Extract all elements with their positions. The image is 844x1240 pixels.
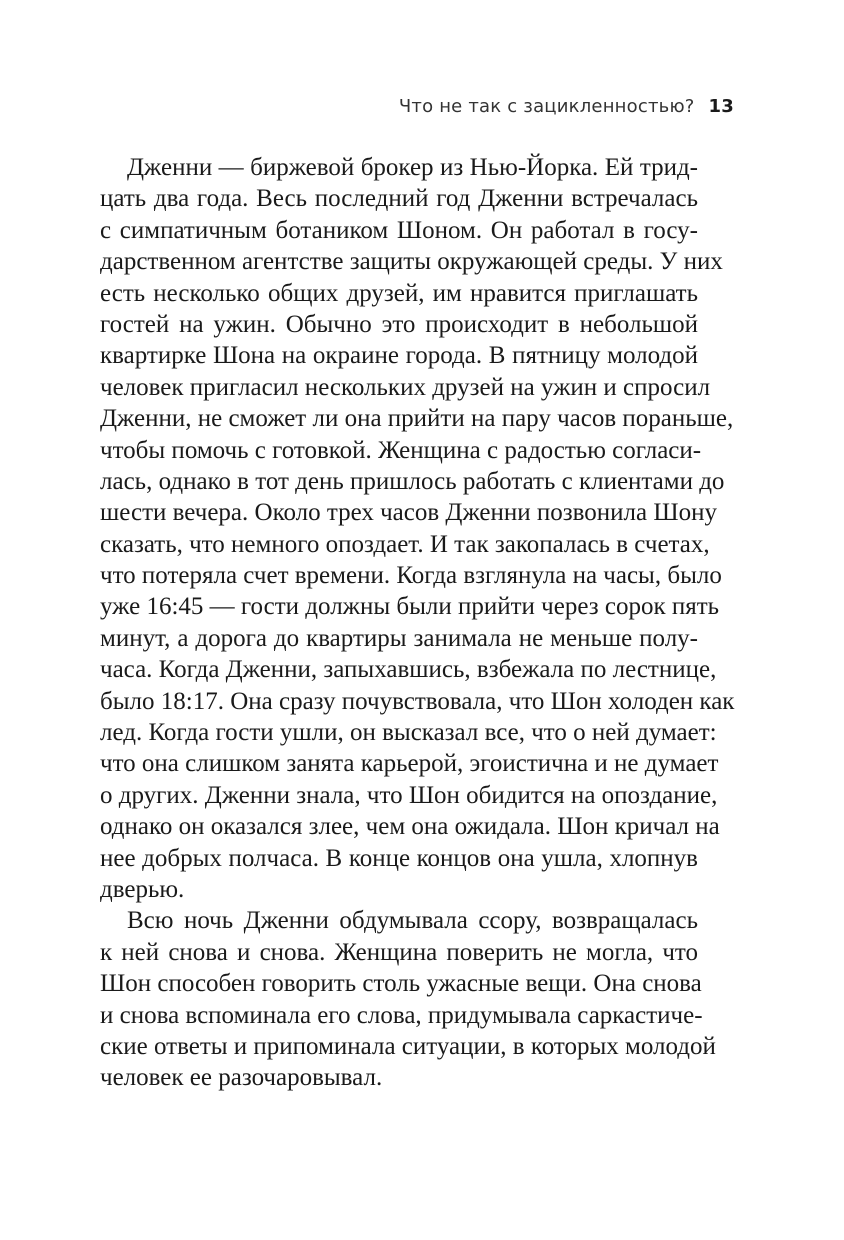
- text-line: Дженни — биржевой брокер из Нью-Йорка. Ей трид-: [127, 154, 698, 181]
- text-line: квартирке Шона на окраине города. В пятницу молодой: [100, 342, 698, 370]
- text-line: с симпатичным ботаником Шоном. Он работал в госу-: [100, 216, 698, 244]
- text-line: ские ответы и припоминала ситуации, в которых молодой: [100, 1032, 716, 1060]
- paragraph-1: [100, 152, 735, 905]
- text-line: минут, а дорога до квартиры занимала не меньше полу-: [100, 624, 698, 652]
- text-line: было 18:17. Она сразу почувствовала, что Шон холоден как: [100, 687, 735, 715]
- text-line: лась, однако в тот день пришлось работать с клиентами до: [100, 467, 725, 495]
- running-header: [399, 96, 734, 117]
- text-line: что потеряла счет времени. Когда взглянула на часы, было: [100, 562, 722, 590]
- text-line: сказать, что немного опоздает. И так закопалась в счетах,: [100, 530, 710, 558]
- body-text: [100, 152, 735, 1094]
- text-line: дарственном агентстве защиты окружающей среды. У них: [100, 248, 723, 276]
- page-number: 13: [708, 96, 734, 117]
- text-line: и снова вспоминала его слова, придумывала саркастиче-: [100, 1001, 703, 1029]
- text-line: однако он оказался злее, чем она ожидала. Шон кричал на: [100, 813, 720, 841]
- text-line: дверью.: [100, 875, 185, 903]
- text-line: человек пригласил нескольких друзей на ужин и спросил: [100, 373, 711, 401]
- text-line: гостей на ужин. Обычно это происходит в небольшой: [100, 310, 698, 338]
- text-line: о других. Дженни знала, что Шон обидится на опоздание,: [100, 781, 718, 809]
- text-line: Всю ночь Дженни обдумывала ссору, возвращалась: [127, 907, 698, 935]
- text-line: что она слишком занята карьерой, эгоистична и не думает: [100, 750, 719, 778]
- text-line: цать два года. Весь последний год Дженни встречалась: [100, 185, 698, 213]
- text-line: Дженни, не сможет ли она прийти на пару часов пораньше,: [100, 405, 734, 433]
- text-line: чтобы помочь с готовкой. Женщина с радостью согласи-: [100, 436, 702, 464]
- text-line: к ней снова и снова. Женщина поверить не могла, что: [100, 938, 698, 966]
- text-line: нее добрых полчаса. В конце концов она ушла, хлопнув: [100, 844, 698, 872]
- chapter-title: Что не так с зацикленностью?: [398, 96, 695, 117]
- text-line: лед. Когда гости ушли, он высказал все, что о ней думает:: [100, 719, 717, 747]
- paragraph-2: [100, 905, 716, 1093]
- text-line: человек ее разочаровывал.: [100, 1064, 383, 1092]
- text-line: есть несколько общих друзей, им нравится приглашать: [100, 279, 698, 307]
- text-line: часа. Когда Дженни, запыхавшись, взбежала по лестнице,: [100, 656, 717, 684]
- text-line: шести вечера. Около трех часов Дженни позвонила Шону: [100, 499, 717, 527]
- text-line: уже 16:45 — гости должны были прийти через сорок пять: [100, 593, 720, 621]
- text-line: Шон способен говорить столь ужасные вещи. Она снова: [100, 970, 702, 998]
